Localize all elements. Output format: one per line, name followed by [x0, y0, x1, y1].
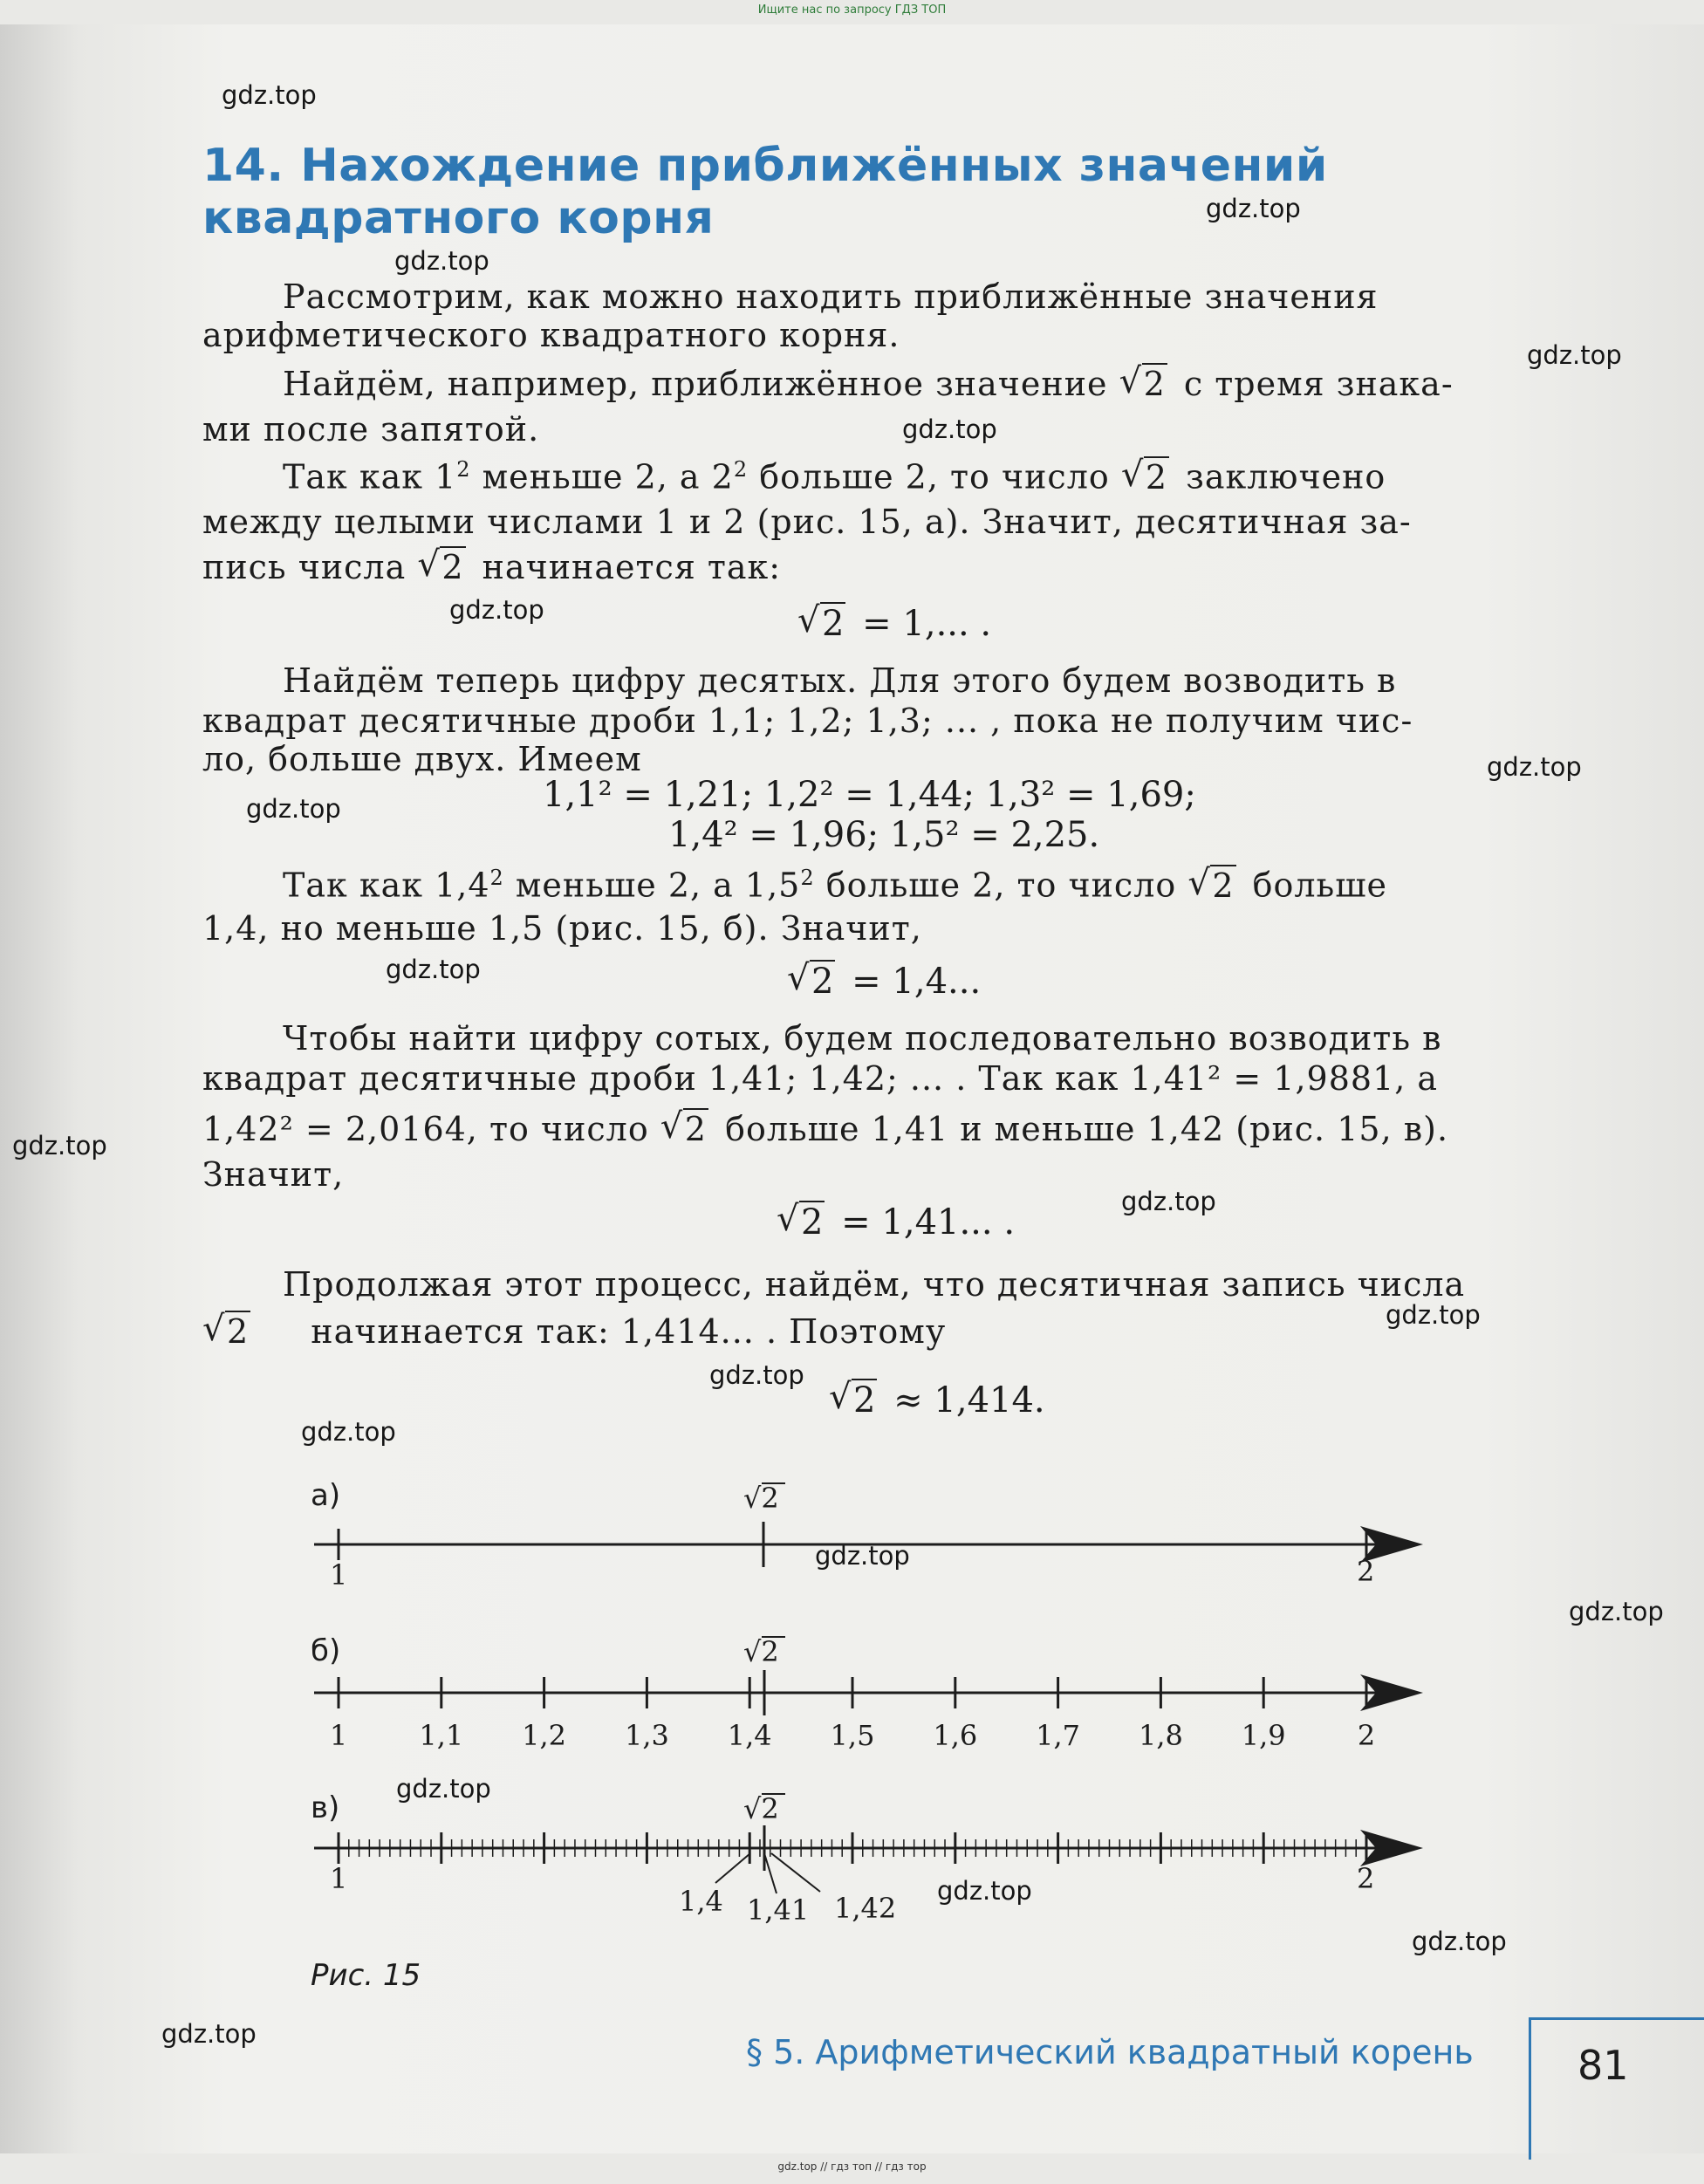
title-line-1: 14. Нахождение приближённых значений — [202, 140, 1328, 192]
chapter-footer: § 5. Арифметический квадратный корень — [746, 2033, 1474, 2071]
tick-label: 1,2 — [522, 1719, 567, 1752]
watermark: gdz.top — [937, 1876, 1032, 1906]
text-fragment: Так как 1 — [283, 457, 457, 496]
text-line: Рассмотрим, как можно находить приближённые значения — [283, 277, 1379, 316]
text-line: 1,4, но меньше 1,5 (рис. 15, б). Значит, — [202, 909, 922, 948]
sqrt2-label: √2 — [743, 1482, 779, 1515]
tick-label: 1,8 — [1138, 1719, 1183, 1752]
leader-line — [764, 1853, 777, 1893]
text-line: Чтобы найти цифру сотых, будем последовательно возводить в — [283, 1019, 1442, 1058]
text-line: ло, больше двух. Имеем — [202, 740, 642, 778]
equation-text: = 1,4... — [852, 962, 982, 1002]
sqrt-symbol: √ 2 — [1121, 458, 1169, 496]
tick-group-c — [339, 1832, 1366, 1864]
sqrt-symbol: √ 2 — [202, 1312, 250, 1351]
leader-line — [715, 1853, 750, 1883]
sqrt2-label: √2 — [743, 1635, 779, 1668]
text-line: Найдём теперь цифру десятых. Для этого будем возводить в — [283, 661, 1397, 700]
watermark: gdz.top — [396, 1774, 491, 1804]
watermark: gdz.top — [394, 246, 489, 276]
tick-label: 2 — [1357, 1555, 1375, 1588]
tick-label: 1,3 — [624, 1719, 669, 1752]
watermark: gdz.top — [386, 955, 481, 984]
text-fragment: с тремя знака- — [1183, 365, 1454, 403]
equation: 1,1² = 1,21; 1,2² = 1,44; 1,3² = 1,69; — [543, 775, 1196, 815]
watermark: gdz.top — [222, 80, 317, 110]
radicand: 2 — [761, 1792, 779, 1825]
tick-label: 1 — [329, 1719, 348, 1752]
sqrt-symbol: √ 2 — [660, 1110, 708, 1148]
sqrt-symbol: √ 2 — [1187, 866, 1235, 905]
sqrt-symbol: √ 2 — [787, 962, 835, 1002]
watermark: gdz.top — [902, 414, 997, 444]
text-fragment: 1,42² = 2,0164, то число — [202, 1110, 649, 1148]
tick-label: 1,41 — [747, 1893, 810, 1927]
text-line: между целыми числами 1 и 2 (рис. 15, а). Значит, десятичная за- — [202, 503, 1412, 541]
watermark: gdz.top — [12, 1131, 107, 1160]
text-fragment: Так как 1,4 — [283, 866, 490, 905]
tick-label: 1 — [330, 1862, 348, 1895]
radicand: 2 — [761, 1635, 779, 1668]
sqrt-symbol: √ 2 — [829, 1380, 877, 1421]
figure-label-c: в) — [311, 1790, 340, 1825]
tick-group-b — [330, 1677, 1375, 1752]
leader-line — [771, 1853, 820, 1892]
watermark: gdz.top — [246, 794, 341, 824]
watermark: gdz.top — [815, 1541, 910, 1571]
text-line: Значит, — [202, 1155, 345, 1194]
tick-label: 1,9 — [1241, 1719, 1286, 1752]
watermark: gdz.top — [301, 1417, 396, 1447]
text-fragment: заключено — [1186, 457, 1386, 496]
tick-label: 1,42 — [834, 1892, 897, 1925]
sqrt2-label: √2 — [743, 1792, 779, 1825]
tick-label: 2 — [1357, 1719, 1376, 1752]
watermark: gdz.top — [1121, 1187, 1216, 1216]
exponent: 2 — [800, 866, 815, 890]
exponent: 2 — [489, 866, 504, 890]
sqrt-symbol: √ 2 — [417, 548, 465, 586]
text-fragment: пись числа — [202, 548, 407, 586]
equation: 1,4² = 1,96; 1,5² = 2,25. — [668, 815, 1100, 855]
tick-label: 2 — [1357, 1862, 1375, 1895]
watermark: gdz.top — [1527, 340, 1622, 370]
text-line: квадрат десятичные дроби 1,41; 1,42; ... . Так как 1,41² = 1,9881, а — [202, 1059, 1439, 1098]
text-fragment: начинается так: 1,414... . Поэтому — [311, 1312, 947, 1351]
text-line: квадрат десятичные дроби 1,1; 1,2; 1,3; ... , пока не получим чис- — [202, 702, 1413, 740]
text-fragment: меньше 2, а 2 — [470, 457, 734, 496]
tick-label: 1 — [330, 1558, 348, 1592]
text-fragment: меньше 2, а 1,5 — [503, 866, 801, 905]
text-line: арифметического квадратного корня. — [202, 316, 900, 354]
watermark: gdz.top — [449, 595, 544, 625]
text-fragment: больше 2, то число — [748, 457, 1110, 496]
tick-label: 1,4 — [727, 1719, 772, 1752]
title-line-2: квадратного корня — [202, 192, 715, 244]
text-line: Продолжая этот процесс, найдём, что десятичная запись числа — [283, 1265, 1466, 1304]
watermark: gdz.top — [1206, 194, 1301, 223]
sqrt-symbol: √ 2 — [777, 1202, 825, 1243]
text-line: ми после запятой. — [202, 410, 540, 448]
exponent: 2 — [456, 457, 471, 482]
sqrt-symbol: √ 2 — [797, 604, 845, 644]
figure-label-a: а) — [311, 1478, 341, 1513]
text-fragment: больше — [1252, 866, 1388, 905]
watermark: gdz.top — [1487, 752, 1582, 782]
watermark: gdz.top — [709, 1360, 804, 1390]
page-number: 81 — [1577, 2042, 1629, 2089]
sqrt-symbol: √ 2 — [1119, 365, 1167, 403]
watermark: gdz.top — [1412, 1927, 1507, 1956]
figure-label-b: б) — [311, 1633, 341, 1668]
tick-label: 1,5 — [830, 1719, 875, 1752]
text-fragment: Найдём, например, приближённое значение — [283, 365, 1108, 403]
top-note: Ищите нас по запросу ГДЗ ТОП — [757, 3, 947, 17]
watermark: gdz.top — [161, 2019, 257, 2049]
tick-label: 1,6 — [933, 1719, 978, 1752]
equation-text: ≈ 1,414. — [893, 1380, 1045, 1421]
text-fragment: начинается так: — [482, 548, 782, 586]
tick-label: 1,1 — [419, 1719, 464, 1752]
tick-label: 1,7 — [1036, 1719, 1081, 1752]
text-fragment: больше 1,41 и меньше 1,42 (рис. 15, в). — [725, 1110, 1449, 1148]
text-fragment: больше 2, то число — [814, 866, 1177, 905]
radicand: 2 — [761, 1482, 779, 1515]
watermark: gdz.top — [1569, 1597, 1664, 1626]
bottom-note: gdz.top // гдз топ // гдз тор — [777, 2160, 927, 2173]
equation-text: = 1,41... . — [841, 1202, 1016, 1243]
tick-label: 1,4 — [679, 1885, 723, 1918]
equation-text: = 1,... . — [862, 604, 992, 644]
exponent: 2 — [733, 457, 749, 482]
watermark: gdz.top — [1386, 1300, 1481, 1330]
figure-caption: Рис. 15 — [311, 1958, 421, 1993]
